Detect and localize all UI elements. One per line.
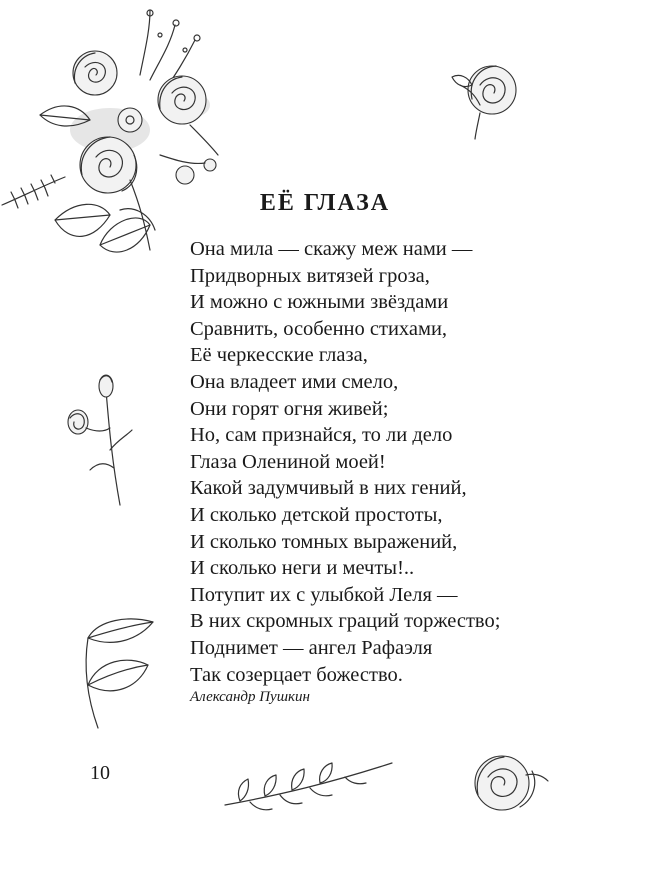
poem-line: Какой задумчивый в них гений, (190, 477, 467, 500)
poem-author: Александр Пушкин (190, 689, 310, 705)
poem-line: Она владеет ими смело, (190, 370, 399, 393)
poem-line: Но, сам признайся, то ли дело (190, 424, 453, 447)
poem-line: Глаза Олениной моей! (190, 450, 386, 473)
page-number: 10 (90, 762, 110, 784)
poem-line: И сколько томных выражений, (190, 530, 458, 553)
rose-icon (450, 55, 525, 140)
poem-line: Придворных витязей гроза, (190, 264, 430, 287)
poem-line: В них скромных граций торжество; (190, 610, 501, 633)
leaves-icon (68, 610, 158, 730)
poem-line: Поднимет — ангел Рафаэля (190, 636, 433, 659)
rosebud-icon (60, 370, 140, 510)
poem-body (190, 236, 500, 688)
poem-line: Она мила — скажу меж нами — (190, 238, 473, 260)
poem-line: Её черкесские глаза, (190, 344, 368, 367)
poem-title: ЕЁ ГЛАЗА (259, 190, 391, 216)
branch-icon (220, 755, 400, 815)
poem-line: И сколько детской простоты, (190, 503, 443, 526)
poem-line: Так созерцает божество. (190, 663, 403, 686)
poem-line: Потупит их с улыбкой Леля — (190, 583, 458, 606)
poem-line: Сравнить, особенно стихами, (190, 317, 448, 340)
rose-icon (460, 745, 550, 820)
poem-line: И сколько неги и мечты!.. (190, 557, 415, 580)
poem-line: И можно с южными звёздами (190, 291, 449, 314)
poem-line: Они горят огня живей; (190, 397, 389, 420)
